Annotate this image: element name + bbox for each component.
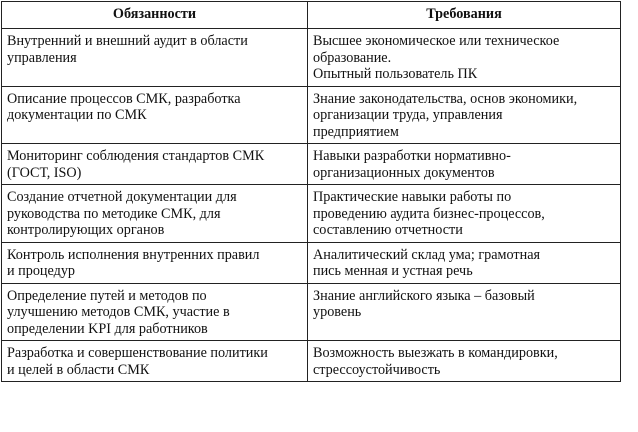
duty-cell: [2, 341, 308, 382]
cell-line: Аналитический склад ума; грамотная: [313, 246, 541, 263]
cell-line: улучшению методов СМК, участие в: [7, 304, 230, 320]
cell-line: Высшее экономическое или техническое: [313, 33, 560, 49]
cell-line: образование.: [313, 49, 392, 66]
cell-line: определении KPI для работников: [7, 320, 208, 337]
table-row: [2, 144, 621, 185]
cell-line: уровень: [313, 304, 362, 320]
cell-line: Практические навыки работы по: [313, 189, 512, 205]
cell-line: Возможность выезжать в командировки,: [313, 345, 558, 361]
requirement-cell: [308, 242, 621, 283]
requirement-cell: [308, 144, 621, 185]
header-row: [2, 2, 621, 29]
duty-cell: [2, 242, 308, 283]
cell-line: и целей в области СМК: [7, 361, 150, 378]
header-requirements: Требования: [308, 2, 621, 29]
table-row: [2, 86, 621, 144]
requirement-cell: [308, 341, 621, 382]
duty-cell: [2, 283, 308, 341]
cell-line: стрессоустойчивость: [313, 361, 441, 378]
cell-line: (ГОСТ, ISO): [7, 164, 82, 181]
cell-line: контролирующих органов: [7, 222, 165, 238]
table-row: [2, 283, 621, 341]
cell-line: составлению отчетности: [313, 222, 463, 238]
duties-requirements-table: [1, 1, 621, 382]
table-row: [2, 185, 621, 243]
cell-line: проведению аудита бизнес-процессов,: [313, 205, 545, 222]
duty-cell: [2, 86, 308, 144]
cell-line: Мониторинг соблюдения стандартов СМК: [7, 148, 265, 164]
header-duties: Обязанности: [2, 2, 308, 29]
cell-line: Создание отчетной документации для: [7, 189, 237, 205]
requirement-cell: [308, 283, 621, 341]
cell-line: Опытный пользователь ПК: [313, 66, 478, 82]
cell-line: организационных документов: [313, 164, 495, 181]
table-row: [2, 242, 621, 283]
cell-line: Навыки разработки нормативно-: [313, 148, 511, 164]
table-row: [2, 29, 621, 87]
duty-cell: [2, 144, 308, 185]
cell-line: Определение путей и методов по: [7, 287, 207, 304]
cell-line: Знание английского языка – базовый: [313, 287, 535, 304]
cell-line: Описание процессов СМК, разработка: [7, 90, 241, 107]
cell-line: организации труда, управления: [313, 107, 503, 123]
duty-cell: [2, 185, 308, 243]
requirement-cell: [308, 86, 621, 144]
cell-line: Контроль исполнения внутренних правил: [7, 246, 260, 263]
cell-line: документации по СМК: [7, 107, 147, 123]
requirement-cell: [308, 29, 621, 87]
cell-line: и процедур: [7, 263, 76, 279]
table-row: [2, 341, 621, 382]
cell-line: Разработка и совершенствование политики: [7, 345, 268, 361]
duty-cell: [2, 29, 308, 87]
cell-line: руководства по методике СМК, для: [7, 205, 221, 222]
cell-line: управления: [7, 49, 77, 66]
cell-line: предприятием: [313, 123, 399, 140]
cell-line: Внутренний и внешний аудит в области: [7, 33, 248, 49]
cell-line: пись менная и устная речь: [313, 263, 473, 279]
cell-line: Знание законодательства, основ экономики,: [313, 90, 578, 107]
requirement-cell: [308, 185, 621, 243]
